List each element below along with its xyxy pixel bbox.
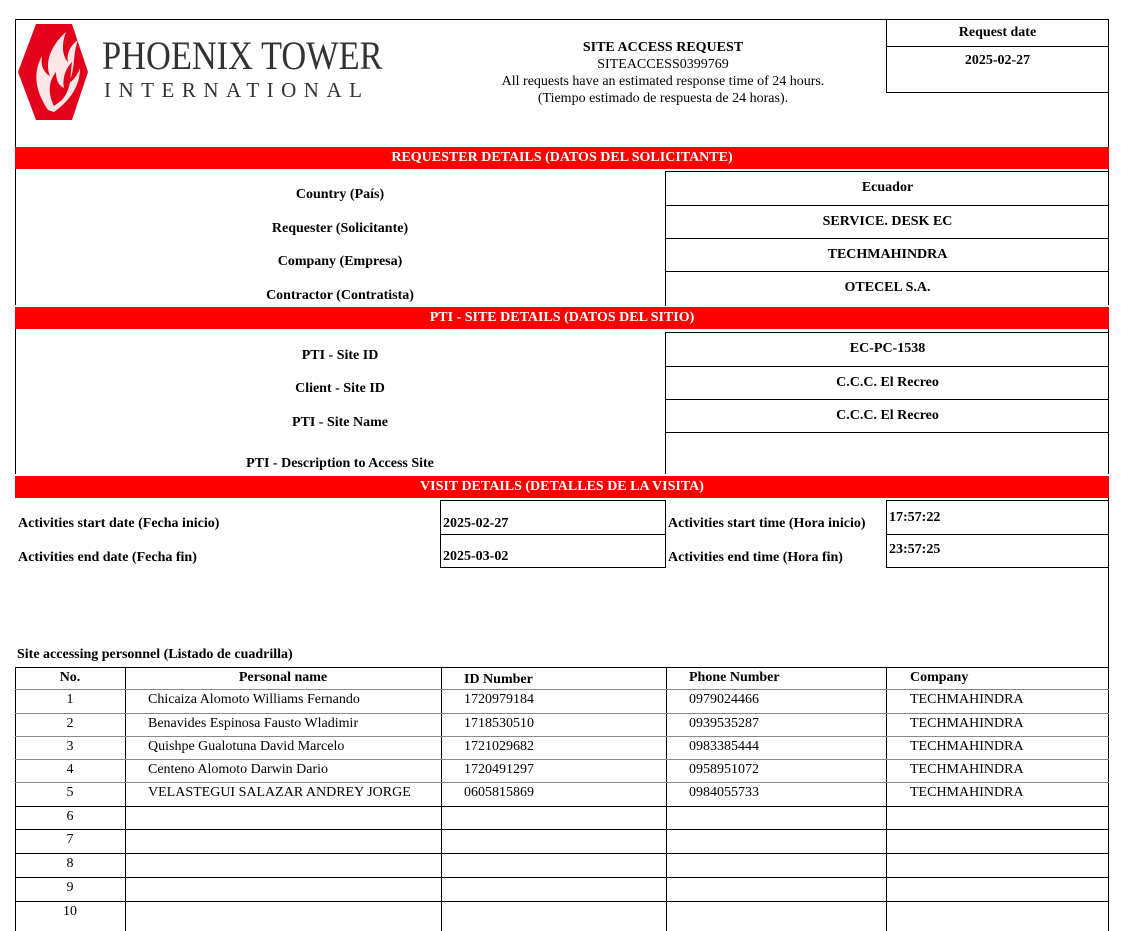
- row-company: TECHMAHINDRA: [910, 739, 1024, 754]
- client-site-id-value: C.C.C. El Recreo: [665, 366, 1109, 399]
- client-site-id-label: Client - Site ID: [295, 381, 385, 396]
- table-row-divider: [15, 689, 1109, 690]
- request-date-value: 2025-02-27: [964, 53, 1031, 68]
- table-column-divider: [1108, 667, 1109, 931]
- access-description-value: [665, 432, 1109, 474]
- column-header-phone: Phone Number: [689, 670, 780, 685]
- end-time-value: 23:57:25: [889, 542, 941, 557]
- row-number: 7: [66, 832, 74, 847]
- row-number: 10: [63, 904, 77, 919]
- table-row-divider: [15, 853, 1109, 854]
- personal-name: Quishpe Gualotuna David Marcelo: [148, 739, 345, 754]
- response-note-es: (Tiempo estimado de respuesta de 24 horas).: [537, 91, 789, 106]
- table-row-divider: [15, 877, 1109, 878]
- row-number: 6: [66, 809, 74, 824]
- table-row: [15, 713, 1109, 736]
- table-row: [15, 877, 1109, 901]
- column-header-id: ID Number: [464, 672, 533, 687]
- requester-section-bar: REQUESTER DETAILS (DATOS DEL SOLICITANTE): [15, 147, 1109, 169]
- id-number: 1721029682: [464, 739, 534, 754]
- row-number: 4: [66, 762, 74, 777]
- end-time-label: Activities end time (Hora fin): [668, 550, 843, 565]
- start-date-box: [440, 500, 666, 534]
- row-company: TECHMAHINDRA: [910, 692, 1024, 707]
- request-date-label: Request date: [887, 20, 1108, 47]
- personal-name: Chicaiza Alomoto Williams Fernando: [148, 692, 360, 707]
- company-value: TECHMAHINDRA: [665, 238, 1109, 271]
- row-number: 1: [66, 692, 74, 707]
- country-value: Ecuador: [665, 171, 1109, 205]
- personnel-table: [15, 667, 1109, 931]
- table-row: [15, 806, 1109, 829]
- table-row: [15, 829, 1109, 853]
- start-time-label: Activities start time (Hora inicio): [668, 516, 866, 531]
- phone-number: 0984055733: [689, 785, 759, 800]
- company-label: Company (Empresa): [277, 254, 403, 269]
- access-description-label: PTI - Description to Access Site: [246, 456, 434, 471]
- pti-site-name-label: PTI - Site Name: [291, 415, 389, 430]
- request-number: SITEACCESS0399769: [597, 57, 729, 72]
- table-row-divider: [15, 759, 1109, 760]
- requester-label: Requester (Solicitante): [271, 221, 409, 236]
- end-date-label: Activities end date (Fecha fin): [18, 550, 197, 565]
- row-number: 5: [66, 785, 74, 800]
- end-date-value: 2025-03-02: [443, 549, 509, 564]
- row-company: TECHMAHINDRA: [910, 716, 1024, 731]
- row-number: 2: [66, 716, 74, 731]
- pti-site-id-value: EC-PC-1538: [665, 332, 1109, 366]
- pti-site-id-label: PTI - Site ID: [301, 348, 379, 363]
- pti-site-name-value: C.C.C. El Recreo: [665, 399, 1109, 432]
- start-date-label: Activities start date (Fecha inicio): [18, 516, 220, 531]
- row-number: 8: [66, 856, 74, 871]
- phone-number: 0979024466: [689, 692, 759, 707]
- table-row-divider: [15, 782, 1109, 783]
- phoenix-logo-icon: [18, 22, 88, 122]
- phone-number: 0958951072: [689, 762, 759, 777]
- contractor-value: OTECEL S.A.: [665, 271, 1109, 306]
- end-date-box: [440, 534, 666, 568]
- site-section-bar: PTI - SITE DETAILS (DATOS DEL SITIO): [15, 307, 1109, 329]
- table-row-divider: [15, 901, 1109, 902]
- phone-number: 0939535287: [689, 716, 759, 731]
- table-row: [15, 689, 1109, 713]
- table-row-divider: [15, 713, 1109, 714]
- requester-value: SERVICE. DESK EC: [665, 205, 1109, 238]
- personal-name: VELASTEGUI SALAZAR ANDREY JORGE: [148, 785, 411, 800]
- visit-section-bar: VISIT DETAILS (DETALLES DE LA VISITA): [15, 476, 1109, 498]
- start-time-box: [886, 500, 1109, 534]
- table-row-divider: [15, 829, 1109, 830]
- table-row-divider: [15, 736, 1109, 737]
- personal-name: Centeno Alomoto Darwin Dario: [148, 762, 329, 777]
- start-time-value: 17:57:22: [889, 510, 941, 525]
- id-number: 1718530510: [464, 716, 534, 731]
- row-company: TECHMAHINDRA: [910, 762, 1024, 777]
- personal-name: Benavides Espinosa Fausto Wladimir: [148, 716, 359, 731]
- id-number: 1720979184: [464, 692, 534, 707]
- logo-text-line2: INTERNATIONAL: [104, 78, 370, 102]
- table-row: [15, 853, 1109, 877]
- table-column-divider: [125, 667, 126, 931]
- row-number: 3: [66, 739, 74, 754]
- table-row: [15, 782, 1109, 806]
- table-column-divider: [666, 667, 667, 931]
- contractor-label: Contractor (Contratista): [266, 288, 414, 303]
- column-header-company: Company: [910, 670, 969, 685]
- table-row: [15, 759, 1109, 782]
- end-time-box: [886, 534, 1109, 568]
- company-logo: [18, 22, 383, 122]
- personnel-title: Site accessing personnel (Listado de cuadrilla): [17, 647, 293, 662]
- id-number: 0605815869: [464, 785, 534, 800]
- column-header-no: No.: [59, 670, 81, 685]
- column-header-name: Personal name: [238, 670, 328, 685]
- country-label: Country (País): [295, 187, 385, 202]
- table-row-divider: [15, 806, 1109, 807]
- table-top-border: [15, 667, 1109, 668]
- table-column-divider: [15, 667, 16, 931]
- row-number: 9: [66, 880, 74, 895]
- response-note-en: All requests have an estimated response time of 24 hours.: [501, 74, 825, 89]
- start-date-value: 2025-02-27: [443, 516, 509, 531]
- title-block: [440, 39, 886, 107]
- table-row: [15, 901, 1109, 925]
- row-company: TECHMAHINDRA: [910, 785, 1024, 800]
- page-title: SITE ACCESS REQUEST: [582, 40, 744, 55]
- phone-number: 0983385444: [689, 739, 759, 754]
- table-column-divider: [886, 667, 887, 931]
- table-row: [15, 736, 1109, 759]
- request-date-box: [886, 19, 1109, 93]
- table-column-divider: [441, 667, 442, 931]
- logo-text-line1: PHOENIX TOWER: [102, 33, 383, 78]
- id-number: 1720491297: [464, 762, 534, 777]
